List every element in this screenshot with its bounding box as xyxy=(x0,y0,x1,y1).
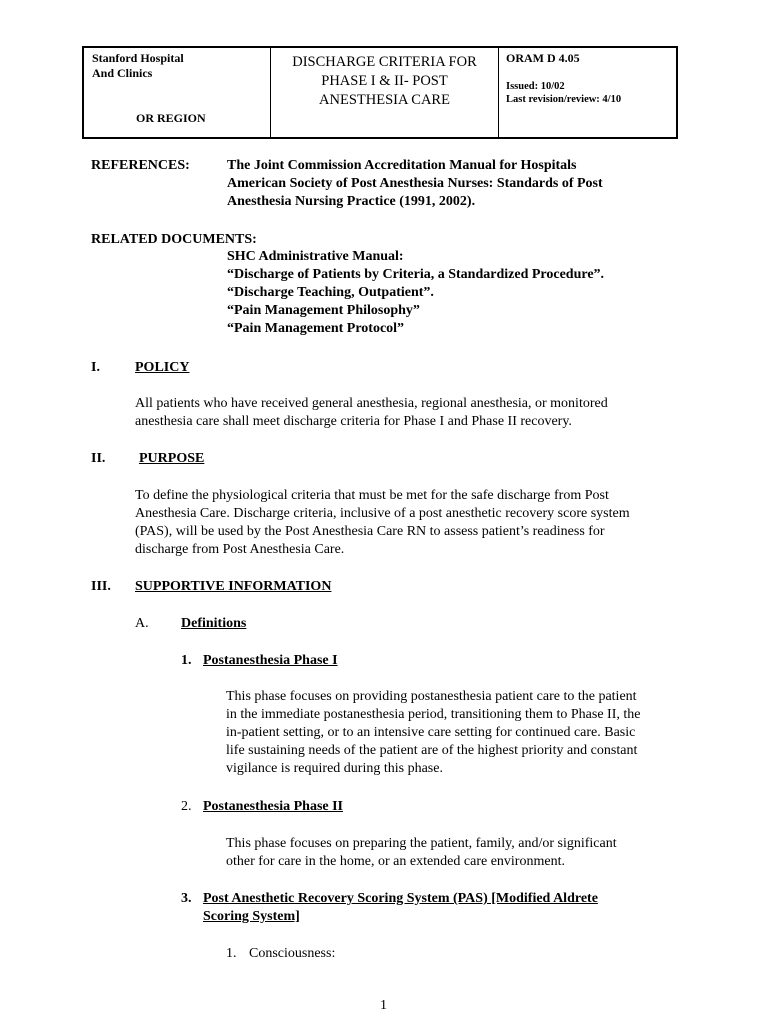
reference-item: American Society of Post Anesthesia Nurses: Standards of Post xyxy=(227,176,603,191)
purpose-text xyxy=(135,487,630,559)
related-document-item: “Pain Management Philosophy” xyxy=(227,303,420,318)
item-heading-phase-2: Postanesthesia Phase II xyxy=(203,799,344,814)
section-number: III. xyxy=(91,579,111,594)
org-region: OR REGION xyxy=(136,111,206,125)
item-number: 3. xyxy=(181,891,192,906)
text-line: To define the physiological criteria that must be met for the safe discharge from Post xyxy=(135,488,609,503)
text-line: discharge from Post Anesthesia Care. xyxy=(135,542,345,557)
document-title xyxy=(271,53,498,110)
item-heading-pas-line1: Post Anesthetic Recovery Scoring System (PAS) [Modified Aldrete xyxy=(203,891,598,906)
text-line: life sustaining needs of the patient are of the highest priority and constant xyxy=(226,743,638,758)
policy-text xyxy=(135,395,608,431)
reference-item: Anesthesia Nursing Practice (1991, 2002). xyxy=(227,194,476,209)
subsection-label: A. xyxy=(135,616,149,631)
related-document-item: “Discharge Teaching, Outpatient”. xyxy=(227,285,434,300)
references-label: REFERENCES: xyxy=(91,158,190,173)
text-line: This phase focuses on preparing the patient, family, and/or significant xyxy=(226,836,617,851)
document-id: ORAM D 4.05 xyxy=(506,51,580,65)
text-line: vigilance is required during this phase. xyxy=(226,761,443,776)
text-line: All patients who have received general anesthesia, regional anesthesia, or monitored xyxy=(135,396,608,411)
phase-2-description xyxy=(226,835,617,871)
text-line: in the immediate postanesthesia period, transitioning them to Phase II, the xyxy=(226,707,641,722)
reference-item: The Joint Commission Accreditation Manual for Hospitals xyxy=(227,158,577,173)
section-number: II. xyxy=(91,451,106,466)
page-number: 1 xyxy=(380,998,387,1013)
phase-1-description xyxy=(226,688,640,778)
item-number: 2. xyxy=(181,799,192,814)
text-line: (PAS), will be used by the Post Anesthesia Care RN to assess patient’s readiness for xyxy=(135,524,605,539)
issued-date: Issued: 10/02 xyxy=(506,81,565,92)
sub-item-consciousness: Consciousness: xyxy=(249,946,336,961)
title-line: DISCHARGE CRITERIA FOR xyxy=(292,54,477,70)
section-heading-policy: POLICY xyxy=(135,360,190,375)
related-documents-label: RELATED DOCUMENTS: xyxy=(91,232,257,247)
section-number: I. xyxy=(91,360,100,375)
text-line: anesthesia care shall meet discharge criteria for Phase I and Phase II recovery. xyxy=(135,414,572,429)
section-heading-purpose: PURPOSE xyxy=(139,451,205,466)
org-name-line1: Stanford Hospital xyxy=(92,51,184,65)
item-heading-pas-line2: Scoring System] xyxy=(203,909,300,924)
text-line: in-patient setting, or to an intensive care setting for continued care. Basic xyxy=(226,725,636,740)
document-header-table xyxy=(82,46,678,139)
item-heading-phase-1: Postanesthesia Phase I xyxy=(203,653,338,668)
title-line: PHASE I & II- POST xyxy=(321,73,448,89)
sub-item-number: 1. xyxy=(226,946,237,961)
org-name-line2: And Clinics xyxy=(92,66,153,80)
related-document-item: SHC Administrative Manual: xyxy=(227,249,404,264)
section-heading-supportive-information: SUPPORTIVE INFORMATION xyxy=(135,579,332,594)
revision-date: Last revision/review: 4/10 xyxy=(506,94,622,105)
title-line: ANESTHESIA CARE xyxy=(319,92,450,108)
text-line: Anesthesia Care. Discharge criteria, inclusive of a post anesthetic recovery score system xyxy=(135,506,630,521)
related-documents-list xyxy=(227,248,604,338)
header-divider xyxy=(498,48,499,137)
references-list xyxy=(227,157,603,211)
related-document-item: “Discharge of Patients by Criteria, a Standardized Procedure”. xyxy=(227,267,605,282)
text-line: This phase focuses on providing postanesthesia patient care to the patient xyxy=(226,689,637,704)
text-line: other for care in the home, or an extended care environment. xyxy=(226,854,565,869)
item-number: 1. xyxy=(181,653,192,668)
subsection-heading-definitions: Definitions xyxy=(181,616,247,631)
related-document-item: “Pain Management Protocol” xyxy=(227,321,405,336)
